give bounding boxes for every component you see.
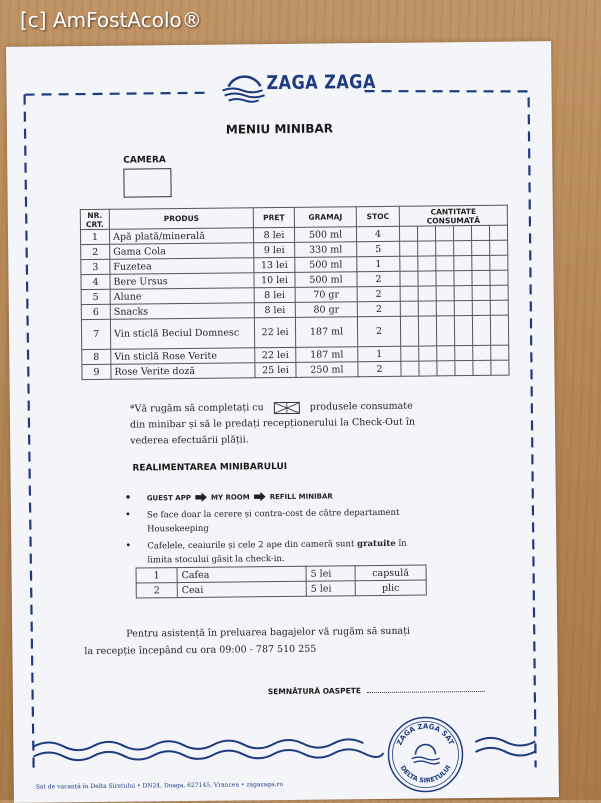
- consumed-quantity-cell[interactable]: [418, 286, 436, 301]
- price-cell: 8 lei: [253, 227, 294, 242]
- consumed-quantity-cell[interactable]: [418, 271, 436, 286]
- refill-section-title: REALIMENTAREA MINIBARULUI: [132, 461, 288, 474]
- signature-line[interactable]: [367, 691, 485, 693]
- consumed-quantity-cell[interactable]: [472, 270, 490, 285]
- table-row: [81, 315, 508, 349]
- row-number-cell: 4: [81, 274, 110, 289]
- completion-note: [130, 399, 420, 450]
- quantity-cell: 80 gr: [295, 302, 357, 318]
- consumed-quantity-cell[interactable]: [401, 361, 419, 376]
- item-name-cell: Ceai: [177, 581, 306, 597]
- consumed-quantity-cell[interactable]: [400, 271, 418, 286]
- step-my-room: MY ROOM: [210, 493, 250, 502]
- row-number-cell: 5: [81, 289, 110, 304]
- stock-cell: 4: [356, 226, 399, 241]
- consumed-quantity-cell[interactable]: [473, 345, 491, 360]
- consumed-quantity-cell[interactable]: [472, 285, 490, 300]
- price-cell: 22 lei: [255, 347, 296, 362]
- consumed-quantity-cell[interactable]: [399, 226, 417, 241]
- consumed-quantity-cell[interactable]: [400, 286, 418, 301]
- unit-cell: capsulă: [355, 565, 426, 581]
- unit-cell: plic: [355, 580, 426, 596]
- consumed-quantity-cell[interactable]: [436, 256, 454, 271]
- consumed-quantity-cell[interactable]: [489, 225, 507, 240]
- consumed-quantity-cell[interactable]: [400, 301, 418, 316]
- stamp-bottom-text: DELTA SIRETULUI: [398, 763, 453, 785]
- footer-address: Sat de vacanță în Delta Siretului • DN24, Doaga, 627145, Vrancea • zagazaga.ro: [35, 781, 284, 791]
- arrow-right-icon: ⮕: [194, 490, 208, 505]
- consumed-quantity-cell[interactable]: [491, 345, 509, 360]
- note-text-2: produsele consumate din minibar și să le predați recepționerului la Check-Out în vederea efectuării plății.: [129, 400, 416, 447]
- signature-label: SEMNĂTURĂ OASPETE: [267, 686, 361, 697]
- consumed-quantity-cell[interactable]: [454, 286, 472, 301]
- price-cell: 9 lei: [254, 242, 295, 257]
- consumed-quantity-cell[interactable]: [417, 226, 435, 241]
- consumed-quantity-cell[interactable]: [400, 241, 418, 256]
- consumed-quantity-cell[interactable]: [490, 285, 508, 300]
- column-header: PREȚ: [253, 207, 294, 227]
- arrow-right-icon: ⮕: [253, 490, 266, 505]
- consumed-quantity-cell[interactable]: [454, 316, 472, 346]
- price-cell: 10 lei: [254, 272, 295, 287]
- bullet-text: Se face doar la cerere și contra-cost de către departament Housekeeping: [146, 507, 400, 535]
- row-number-cell: 2: [136, 583, 177, 598]
- stock-cell: 1: [357, 256, 400, 271]
- consumed-quantity-cell[interactable]: [490, 315, 508, 345]
- stamp-top-text: ZAGA ZAGA SAT: [395, 722, 456, 747]
- refill-steps: [123, 489, 423, 506]
- consumed-quantity-cell[interactable]: [418, 301, 436, 316]
- price-cell: 5 lei: [306, 581, 355, 597]
- stock-cell: 2: [357, 301, 400, 316]
- product-name-cell: Rose Verite doză: [111, 363, 255, 380]
- consumed-quantity-cell[interactable]: [437, 346, 455, 361]
- refill-bullet-free: [123, 537, 423, 568]
- quantity-cell: 70 gr: [295, 287, 357, 303]
- brand-name: ZAGA ZAGA: [266, 71, 376, 95]
- column-header: STOC: [356, 206, 399, 226]
- price-cell: 13 lei: [254, 257, 295, 272]
- consumed-quantity-cell[interactable]: [436, 271, 454, 286]
- consumed-quantity-cell[interactable]: [454, 241, 472, 256]
- consumed-quantity-cell[interactable]: [490, 240, 508, 255]
- consumed-quantity-cell[interactable]: [454, 301, 472, 316]
- column-header: GRAMAJ: [294, 207, 356, 228]
- product-name-cell: Fuzetea: [110, 258, 254, 275]
- consumed-quantity-cell[interactable]: [418, 256, 436, 271]
- refill-bullets: [123, 489, 424, 571]
- stock-cell: 2: [358, 361, 401, 376]
- column-header: CANTITATE CONSUMATĂ: [399, 205, 507, 226]
- item-name-cell: Cafea: [177, 566, 306, 582]
- assistance-text: [84, 622, 444, 660]
- consumed-quantity-cell[interactable]: [490, 270, 508, 285]
- consumed-quantity-cell[interactable]: [419, 361, 437, 376]
- camera-field[interactable]: [123, 168, 171, 198]
- quantity-cell: 187 ml: [295, 317, 357, 348]
- minibar-table: [80, 205, 510, 380]
- row-number-cell: 6: [81, 304, 110, 319]
- product-name-cell: Vin sticlă Rose Verite: [111, 348, 255, 365]
- column-header: PRODUS: [109, 208, 253, 230]
- stock-cell: 2: [357, 271, 400, 286]
- stock-cell: 2: [357, 316, 400, 346]
- row-number-cell: 8: [82, 349, 111, 364]
- row-number-cell: 2: [81, 244, 110, 259]
- bullet-bold-text: gratuite: [357, 538, 396, 550]
- watermark: [c] AmFostAcolo®: [20, 8, 202, 32]
- price-cell: 5 lei: [306, 566, 355, 582]
- price-cell: 8 lei: [254, 302, 295, 317]
- price-cell: 8 lei: [254, 287, 295, 302]
- consumed-quantity-cell[interactable]: [436, 301, 454, 316]
- extras-table: [136, 564, 427, 598]
- product-name-cell: Alune: [110, 288, 254, 305]
- consumed-quantity-cell[interactable]: [400, 316, 418, 346]
- consumed-quantity-cell[interactable]: [401, 346, 419, 361]
- row-number-cell: 1: [136, 568, 177, 583]
- quantity-cell: 500 ml: [295, 272, 357, 288]
- stock-cell: 5: [357, 241, 400, 256]
- consumed-quantity-cell[interactable]: [418, 316, 436, 346]
- cross-box-icon: [274, 401, 300, 413]
- row-number-cell: 1: [80, 229, 109, 244]
- assist-line-2: la recepție începând cu ora 09:00 - 787 510 255: [84, 643, 317, 658]
- step-refill-minibar: REFILL MINIBAR: [269, 492, 333, 502]
- consumed-quantity-cell[interactable]: [418, 241, 436, 256]
- consumed-quantity-cell[interactable]: [435, 226, 453, 241]
- consumed-quantity-cell[interactable]: [473, 360, 491, 375]
- consumed-quantity-cell[interactable]: [453, 226, 471, 241]
- row-number-cell: 3: [81, 259, 110, 274]
- product-name-cell: Snacks: [110, 303, 254, 320]
- quantity-cell: 330 ml: [295, 242, 357, 258]
- consumed-quantity-cell[interactable]: [472, 255, 490, 270]
- product-name-cell: Gama Cola: [110, 243, 254, 260]
- consumed-quantity-cell[interactable]: [490, 300, 508, 315]
- consumed-quantity-cell[interactable]: [491, 360, 509, 375]
- product-name-cell: Vin sticlă Beciul Domnesc: [110, 318, 254, 350]
- minibar-menu-sheet: [6, 41, 559, 803]
- row-number-cell: 9: [82, 364, 111, 379]
- consumed-quantity-cell[interactable]: [436, 316, 454, 346]
- consumed-quantity-cell[interactable]: [472, 300, 490, 315]
- consumed-quantity-cell[interactable]: [455, 361, 473, 376]
- consumed-quantity-cell[interactable]: [436, 286, 454, 301]
- quantity-cell: 500 ml: [294, 227, 356, 243]
- bullet-text: Cafelele, ceaiurile și cele 2 ape din cameră sunt: [147, 539, 358, 552]
- price-cell: 25 lei: [255, 362, 296, 377]
- consumed-quantity-cell[interactable]: [436, 241, 454, 256]
- row-number-cell: 7: [81, 319, 110, 349]
- stock-cell: 1: [358, 346, 401, 361]
- consumed-quantity-cell[interactable]: [472, 315, 490, 345]
- zaga-zaga-stamp: [385, 714, 466, 795]
- consumed-quantity-cell[interactable]: [472, 240, 490, 255]
- consumed-quantity-cell[interactable]: [471, 225, 489, 240]
- consumed-quantity-cell[interactable]: [400, 256, 418, 271]
- table-row: [136, 580, 426, 598]
- consumed-quantity-cell[interactable]: [455, 346, 473, 361]
- bullet-text: în limita stocului găsit la check-in.: [147, 538, 407, 566]
- product-name-cell: Apă plată/minerală: [109, 228, 253, 245]
- assist-line-1: Pentru asistență în preluarea bagajelor vă rugăm să sunați: [126, 625, 411, 640]
- quantity-cell: 187 ml: [296, 347, 358, 363]
- stock-cell: 2: [357, 286, 400, 301]
- product-name-cell: Bere Ursus: [110, 273, 254, 290]
- page-title: MENIU MINIBAR: [225, 121, 334, 137]
- table-row: [82, 360, 509, 379]
- quantity-cell: 500 ml: [295, 257, 357, 273]
- consumed-quantity-cell[interactable]: [437, 361, 455, 376]
- waves-decoration: [13, 727, 558, 773]
- quantity-cell: 250 ml: [296, 362, 358, 378]
- step-guest-app: GUEST APP: [146, 493, 191, 503]
- consumed-quantity-cell[interactable]: [454, 256, 472, 271]
- column-header: NR. CRT.: [80, 209, 109, 229]
- note-text-1: *Vă rugăm să completați cu: [129, 402, 264, 415]
- camera-label: CAMERA: [123, 155, 166, 166]
- consumed-quantity-cell[interactable]: [454, 271, 472, 286]
- consumed-quantity-cell[interactable]: [490, 255, 508, 270]
- signature-field[interactable]: [268, 685, 485, 696]
- refill-bullet-cost: [123, 506, 423, 537]
- consumed-quantity-cell[interactable]: [419, 346, 437, 361]
- price-cell: 22 lei: [254, 317, 295, 347]
